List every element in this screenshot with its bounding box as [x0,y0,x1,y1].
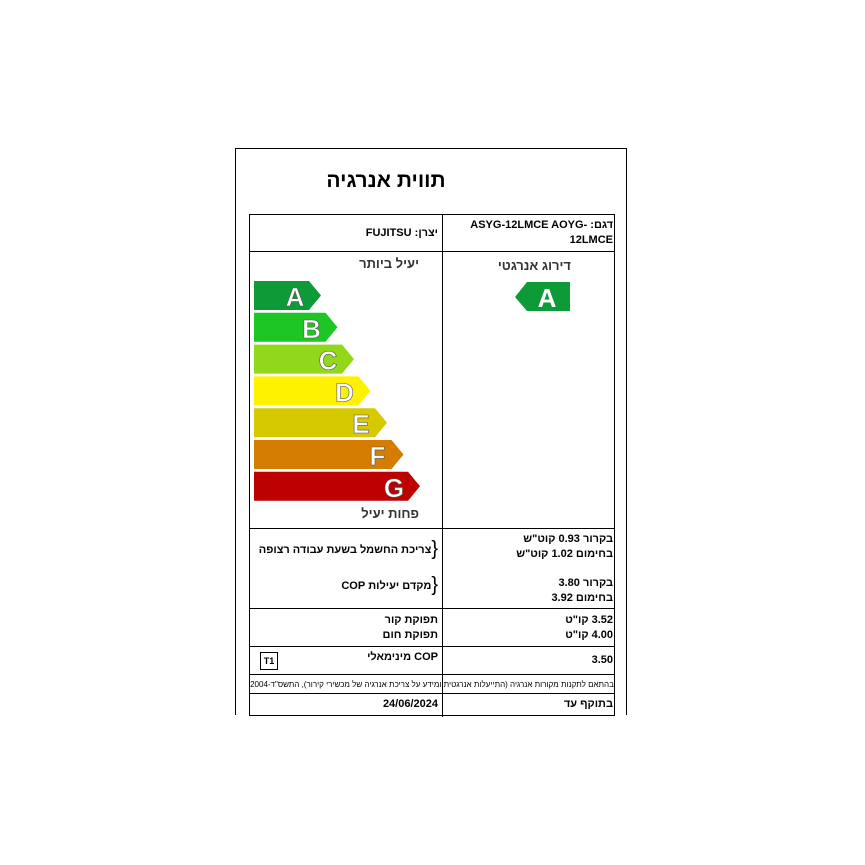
climate-zone-badge: T1 [260,652,278,670]
row-divider [250,715,614,716]
consumption-heating: בחימום 1.02 קוט"ש [516,548,613,560]
rating-arrow [515,282,575,312]
manufacturer-text: יצרן: FUJITSU [365,227,438,239]
min-cop-label: T1 COP מינימאלי [255,650,438,665]
validity-date: 24/06/2024 [382,698,438,710]
energy-class-arrow-b [254,313,338,344]
rating-arrow-letter: A [537,283,557,312]
consumption-label: {צריכת החשמל בשעת עבודה רצופה [258,538,438,560]
energy-class-scale [250,215,442,528]
energy-class-letter: D [335,377,354,408]
capacity-cooling-value: 3.52 קו"ט [565,614,613,626]
cop-cooling: בקרור 3.80 [558,577,613,589]
scale-bottom-text: פחות יעיל [361,506,419,521]
energy-class-arrow-c [254,345,354,376]
cop-values [448,576,613,606]
energy-class-letter: A [285,282,305,312]
energy-class-arrow-a [254,281,321,312]
energy-class-arrow-d [254,376,371,407]
capacity-heating-value: 4.00 קו"ט [565,629,613,641]
scale-top-text: יעיל ביותר [359,256,419,271]
brace-icon: { [431,538,438,560]
energy-class-bar [254,313,338,342]
energy-class-letter: F [369,441,386,471]
capacity-labels [255,613,438,643]
energy-label [235,148,627,715]
brace-icon: { [431,574,438,596]
energy-class-letter: G [383,472,405,503]
consumption-values [448,532,613,562]
regulation-row [250,674,614,693]
energy-class-letter: E [352,409,370,440]
column-divider [442,215,443,717]
model-text: דגם: ASYG-12LMCE AOYG-12LMCE [470,219,613,246]
capacity-values [448,613,613,643]
capacity-cooling-label: תפוקת קור [384,614,438,626]
energy-class-bar [254,345,354,374]
label-title: תווית אנרגיה [326,169,446,192]
energy-class-arrow-e [254,408,387,439]
validity-label: בתוקף עד [563,698,613,710]
capacity-heating-label: תפוקת חום [382,629,438,641]
rating-header: דירוג אנרגטי [497,258,571,273]
row-divider [250,608,614,609]
regulation-note: בהתאם לתקנות מקורות אנרגיה (התייעלות אנרגטית ומידע על צריכת אנרגיה של מכשירי קירור), התשס"ד-2004 [250,680,614,689]
consumption-cooling: בקרור 0.93 קוט"ש [523,533,613,545]
energy-class-letter: B [302,313,321,344]
row-divider [250,693,614,694]
energy-class-arrow-g [254,472,420,503]
row-divider [250,528,614,529]
min-cop-value: 3.50 [591,654,613,666]
energy-class-letter: C [318,345,338,376]
cop-label: {מקדם יעילות COP [341,574,438,596]
cop-heating: בחימום 3.92 [551,592,613,604]
row-divider [250,646,614,647]
energy-class-arrow-f [254,440,404,471]
label-table [249,214,615,716]
